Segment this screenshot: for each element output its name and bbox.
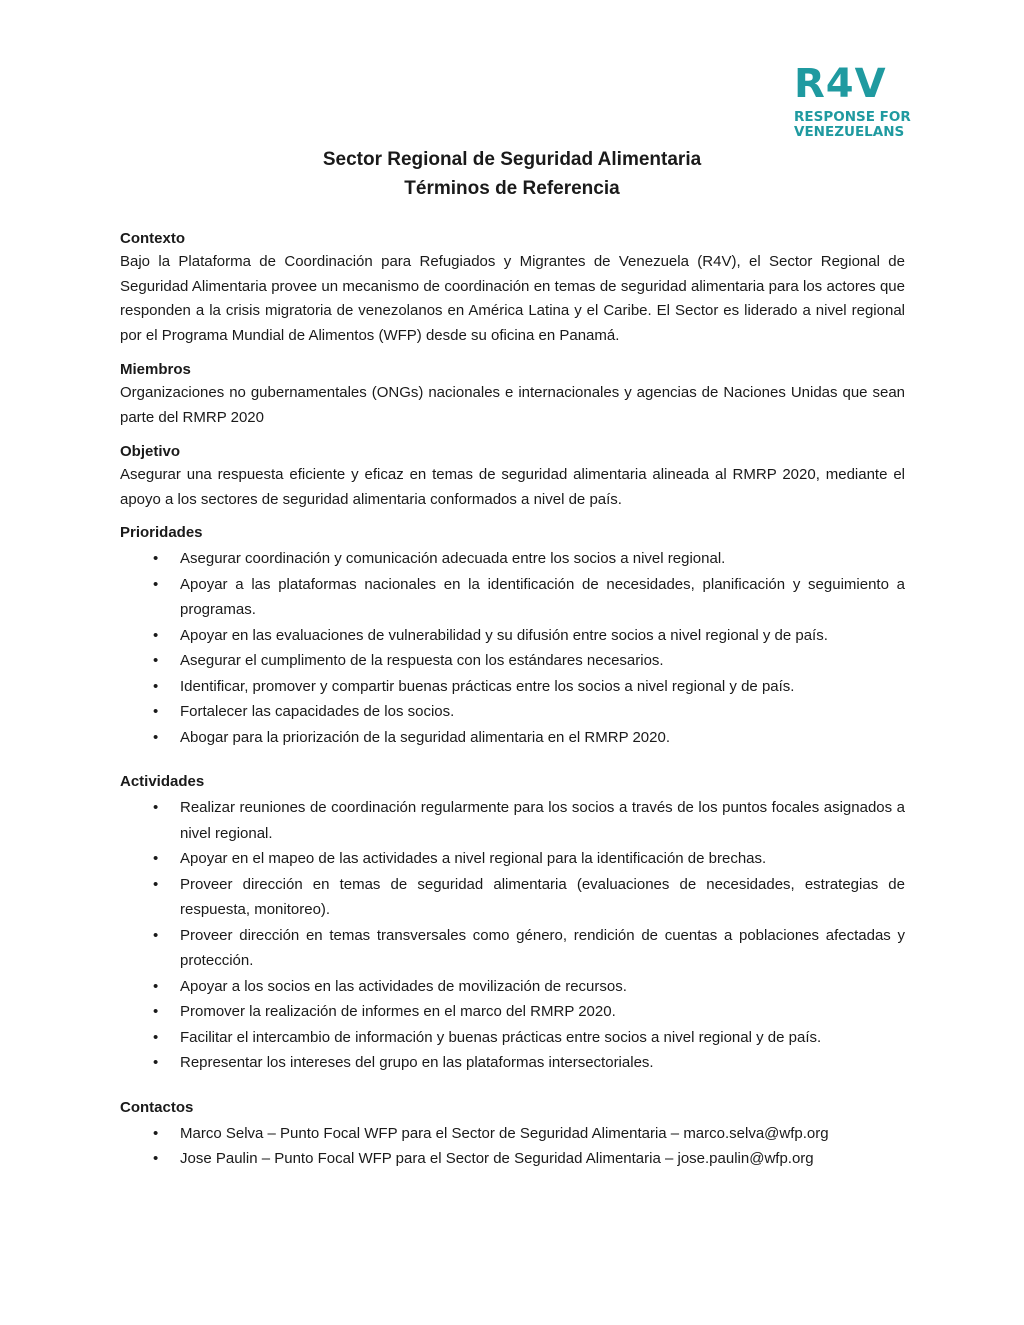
section-heading: Actividades [120, 773, 205, 790]
section-heading: Miembros [120, 361, 191, 378]
section-heading: Contactos [120, 1098, 194, 1116]
bullet-icon: • [153, 850, 159, 867]
list-item-text: Apoyar a las plataformas nacionales en la identificación de necesidades, planificación y seguimiento a programas. [180, 575, 905, 618]
list-item-text: Identificar, promover y compartir buenas prácticas entre los socios a nivel regional y de país. [180, 677, 795, 695]
list-item-text: Realizar reuniones de coordinación regularmente para los socios a través de los puntos focales asignados a nivel regional. [180, 799, 905, 842]
section-paragraph: Organizaciones no gubernamentales (ONGs) nacionales e internacionales y agencias de Naciones Unidas que sean parte del RMRP 2020 [120, 384, 905, 426]
document-title [0, 145, 1024, 203]
bullet-icon: • [153, 1124, 159, 1142]
list-item-text: Promover la realización de informes en el marco del RMRP 2020. [180, 1003, 616, 1020]
list-item [120, 648, 905, 674]
contact-item-text: Jose Paulin – Punto Focal WFP para el Sector de Seguridad Alimentaria – jose.paulin@wfp.org [180, 1150, 814, 1167]
list-item [120, 1050, 905, 1076]
list-item [120, 699, 905, 725]
logo-tagline-line1: RESPONSE FOR [794, 109, 911, 125]
section-heading: Contexto [120, 230, 185, 247]
list-item-text: Fortalecer las capacidades de los socios. [180, 703, 455, 720]
title-line-2: Términos de Referencia [404, 178, 620, 199]
section-paragraph: Bajo la Plataforma de Coordinación para Refugiados y Migrantes de Venezuela (R4V), el Sector Regional de Seguridad Alimentaria provee un mecanismo de coordinación en temas de seguridad alimentaria para los actores que responden a la crisis migratoria de venezolanos en América Latina y el Caribe. El Sector es liderado a nivel regional por el Programa Mundial de Alimentos (WFP) desde su oficina en Panamá. [120, 253, 905, 344]
section-prioridades [120, 522, 905, 750]
bullet-icon: • [153, 1150, 159, 1167]
list-item [120, 974, 905, 1000]
list-item-text: Abogar para la priorización de la seguridad alimentaria en el RMRP 2020. [180, 728, 671, 746]
list-item [120, 795, 905, 846]
list-item-text: Apoyar a los socios en las actividades de movilización de recursos. [180, 977, 627, 995]
bullet-icon: • [153, 1003, 159, 1020]
bullet-icon: • [153, 977, 159, 995]
list-item-text: Facilitar el intercambio de información y buenas prácticas entre socios a nivel regional y de país. [180, 1028, 822, 1046]
section-objetivo [120, 441, 905, 512]
list-item-text: Asegurar coordinación y comunicación adecuada entre los socios a nivel regional. [180, 550, 726, 567]
list-item [120, 572, 905, 623]
section-actividades [120, 771, 905, 1076]
list-item-text: Apoyar en las evaluaciones de vulnerabilidad y su difusión entre socios a nivel regional y de país. [180, 626, 828, 644]
list-item-text: Asegurar el cumplimento de la respuesta con los estándares necesarios. [180, 652, 664, 669]
bullet-icon: • [153, 652, 159, 669]
bullet-icon: • [153, 728, 159, 746]
bullet-icon: • [153, 875, 159, 893]
section-paragraph: Asegurar una respuesta eficiente y eficaz en temas de seguridad alimentaria alineada al RMRP 2020, mediante el apoyo a los sectores de seguridad alimentaria conformados a nivel de país. [120, 466, 905, 508]
logo-tagline-line2: VENEZUELANS [794, 124, 905, 140]
bullet-icon: • [153, 575, 159, 593]
list-item-text: Apoyar en el mapeo de las actividades a nivel regional para la identificación de brechas. [180, 850, 767, 867]
prioridades-list [120, 546, 905, 750]
contactos-list [120, 1121, 905, 1172]
list-item [120, 546, 905, 572]
list-item [120, 623, 905, 649]
section-miembros [120, 359, 905, 430]
bullet-icon: • [153, 1028, 159, 1046]
bullet-icon: • [153, 703, 159, 720]
list-item [120, 923, 905, 974]
list-item [120, 846, 905, 872]
section-heading: Objetivo [120, 443, 181, 460]
list-item [120, 999, 905, 1025]
contact-item-text: Marco Selva – Punto Focal WFP para el Sector de Seguridad Alimentaria – marco.selva@wfp.org [180, 1124, 829, 1142]
bullet-icon: • [153, 926, 159, 944]
document-body [120, 228, 905, 1172]
bullet-icon: • [153, 1054, 159, 1071]
r4v-logo [794, 61, 911, 140]
list-item-text: Representar los intereses del grupo en las plataformas intersectoriales. [180, 1054, 654, 1071]
list-item [120, 1025, 905, 1051]
list-item-text: Proveer dirección en temas de seguridad alimentaria (evaluaciones de necesidades, estrategias de respuesta, monitoreo). [180, 875, 905, 918]
list-item [120, 725, 905, 751]
actividades-list [120, 795, 905, 1076]
logo-tagline [794, 109, 911, 140]
contact-item [120, 1121, 905, 1147]
bullet-icon: • [153, 799, 159, 816]
list-item [120, 674, 905, 700]
list-item [120, 872, 905, 923]
bullet-icon: • [153, 626, 159, 644]
title-line-1: Sector Regional de Seguridad Alimentaria [322, 149, 702, 170]
list-item-text: Proveer dirección en temas transversales como género, rendición de cuentas a poblaciones afectadas y protección. [180, 926, 905, 969]
section-contactos [120, 1097, 905, 1172]
contact-item [120, 1146, 905, 1172]
logo-mark: R4V [794, 61, 887, 107]
section-heading: Prioridades [120, 524, 203, 541]
bullet-icon: • [153, 677, 159, 695]
section-contexto [120, 228, 905, 348]
bullet-icon: • [153, 550, 159, 567]
